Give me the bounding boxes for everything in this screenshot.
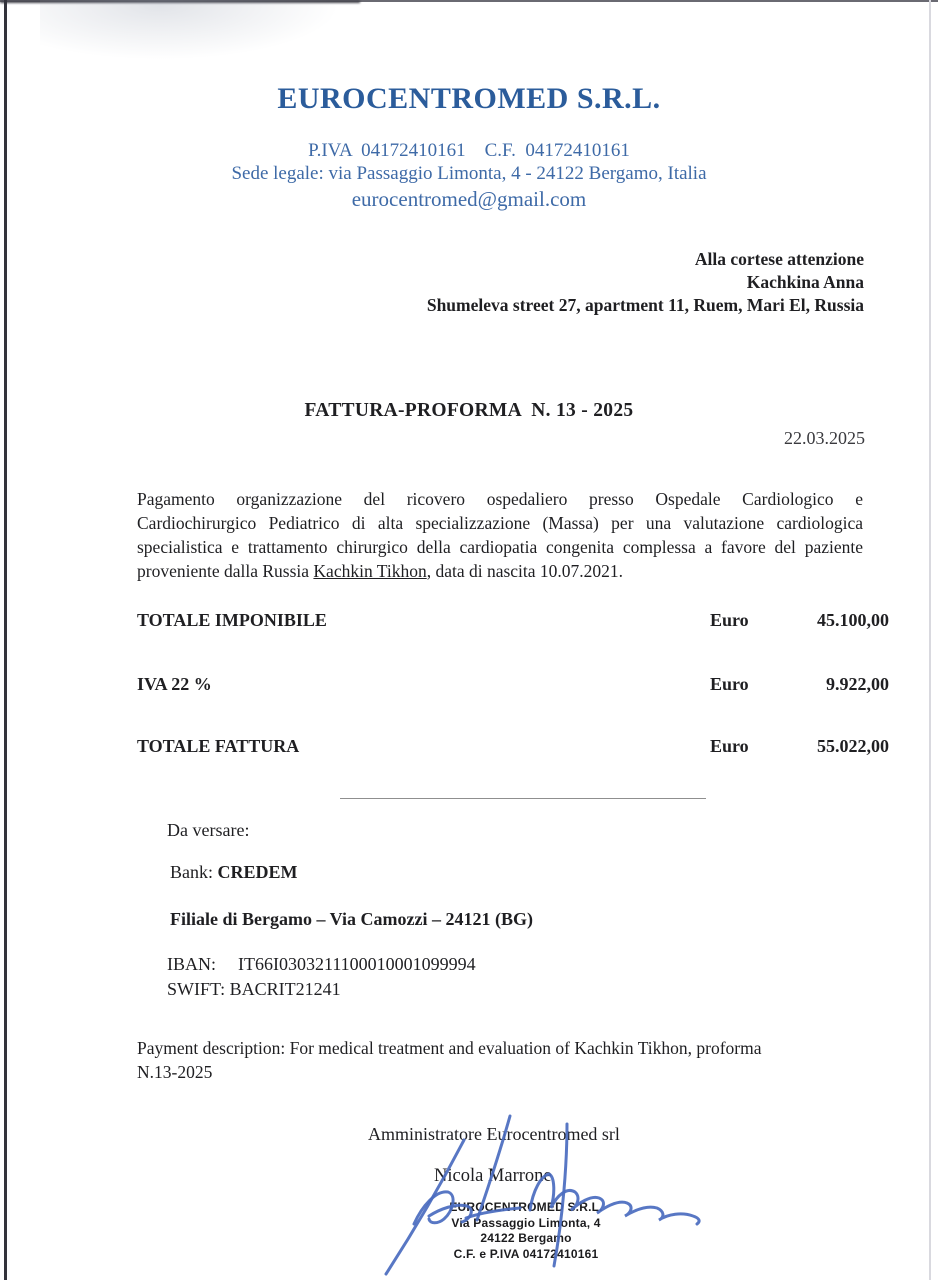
iban-label: IBAN: [167,954,216,974]
administrator-role-line: Amministratore Eurocentromed srl [368,1124,620,1144]
recipient-block [427,248,864,317]
total-row-iva [137,674,889,695]
total-iva-currency: Euro [710,674,749,694]
stamp-fiscal-code: C.F. e P.IVA 04172410161 [453,1246,599,1261]
signature-scrawl-3 [530,1174,699,1224]
total-iva-label: IVA 22 % [137,674,212,694]
payment-description-line-2: N.13-2025 [137,1061,213,1082]
bank-label: Bank: [170,862,218,882]
total-imponibile-amount: 45.100,00 [817,610,889,630]
signer-name: Nicola Marrone [434,1166,552,1186]
iban-line [167,954,476,975]
section-divider-line [340,798,706,799]
recipient-attention-line: Alla cortese attenzione [694,249,864,269]
recipient-name: Kachkina Anna [746,272,864,292]
stamp-company-name: EUROCENTROMED S.R.L. [449,1200,603,1214]
company-address-line: Sede legale: via Passaggio Limonta, 4 - 24122 Bergamo, Italia [231,163,707,184]
swift-line [167,979,341,1000]
payment-description [137,1037,863,1084]
invoice-date: 22.03.2025 [784,428,865,448]
patient-name-underlined: Kachkin Tikhon [313,561,427,581]
description-line-2: Cardiochirurgico Pediatrico di alta specializzazione (Massa) per una valutazione cardiologica [137,513,863,533]
total-row-imponibile [137,610,889,631]
invoice-title: FATTURA-PROFORMA N. 13 - 2025 [304,400,634,421]
total-fattura-currency: Euro [710,736,749,756]
total-imponibile-label: TOTALE IMPONIBILE [137,610,327,630]
description-line-4-pre: proveniente dalla Russia [137,561,314,581]
da-versare-label: Da versare: [167,820,250,840]
swift-value: BACRIT21241 [229,979,341,999]
recipient-address: Shumeleva street 27, apartment 11, Ruem, Mari El, Russia [426,295,864,315]
company-vat-line: P.IVA 04172410161 C.F. 04172410161 [308,140,630,161]
company-name: EUROCENTROMED S.R.L. [277,82,661,115]
bank-name: CREDEM [217,862,298,882]
total-iva-amount: 9.922,00 [826,674,889,694]
total-imponibile-currency: Euro [710,610,749,630]
company-email: eurocentromed@gmail.com [351,187,587,211]
iban-value: IT66I0303211100010001099994 [238,954,476,974]
description-line-4-post: , data di nascita 10.07.2021. [426,561,624,581]
swift-label: SWIFT: [167,979,230,999]
bank-branch: Filiale di Bergamo – Via Camozzi – 24121 (BG) [170,909,533,929]
signature-dash [466,1208,520,1218]
total-row-fattura [137,736,889,757]
description-line-3: specialistica e trattamento chirurgico della cardiopatia congenita complessa a favore del paziente [137,537,863,557]
scan-artifact-smudge [40,0,340,60]
invoice-description [137,487,863,583]
signature-tall-stroke-left [477,1116,510,1220]
total-fattura-amount: 55.022,00 [817,736,889,756]
description-line-4 [137,559,863,583]
handwritten-signature [370,1112,720,1280]
payment-description-line-1: Payment description: For medical treatment and evaluation of Kachkin Tikhon, proforma [137,1038,762,1058]
description-line-1: Pagamento organizzazione del ricovero ospedaliero presso Ospedale Cardiologico e [137,489,863,509]
stamp-city: 24122 Bergamo [480,1231,572,1245]
bank-line [170,862,298,883]
total-fattura-label: TOTALE FATTURA [137,736,300,756]
stamp-street: Via Passaggio Limonta, 4 [451,1215,601,1230]
